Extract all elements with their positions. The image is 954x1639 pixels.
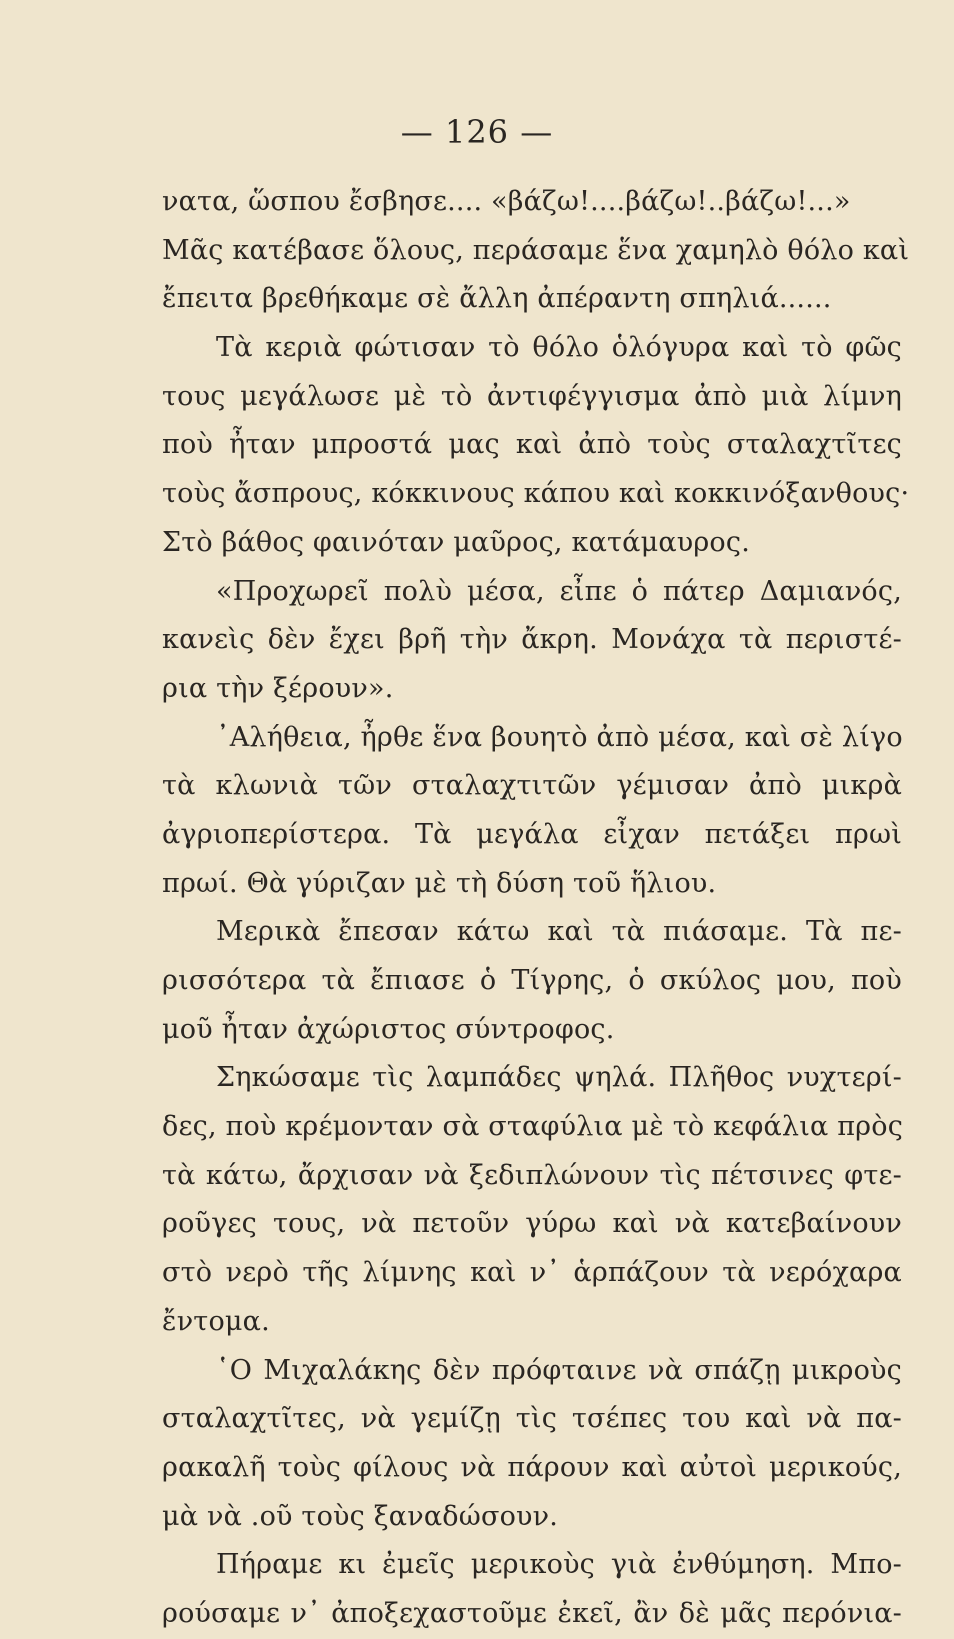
text-line: «Προχωρεῖ πολὺ μέσα, εἶπε ὁ πάτερ Δαμιανός, [216, 575, 902, 607]
text-line: κανεὶς δὲν ἔχει βρῆ τὴν ἄκρη. Μονάχα τὰ περιστέ- [162, 624, 902, 656]
text-line: ρούσαμε ν᾿ ἀποξεχαστοῦμε ἐκεῖ, ἂν δὲ μᾶς περόνια- [162, 1597, 902, 1629]
text-line: ποὺ ἦταν μπροστά μας καὶ ἀπὸ τοὺς σταλαχτῖτες [162, 429, 902, 461]
text-line: μοῦ ἦταν ἀχώριστος σύντροφος. [162, 1013, 615, 1045]
text-line: στὸ νερὸ τῆς λίμνης καὶ ν᾿ ἁρπάζουν τὰ νερόχαρα [162, 1257, 902, 1289]
text-line: δες, ποὺ κρέμονταν σὰ σταφύλια μὲ τὸ κεφάλια πρὸς [162, 1111, 904, 1143]
body-text [162, 178, 910, 1639]
text-line: τὰ κλωνιὰ τῶν σταλαχτιτῶν γέμισαν ἀπὸ μικρὰ [162, 770, 902, 802]
text-line: ροῦγες τους, νὰ πετοῦν γύρω καὶ νὰ κατεβαίνουν [162, 1208, 902, 1240]
text-line: ἔπειτα βρεθήκαμε σὲ ἄλλη ἀπέραντη σπηλιά...... [162, 283, 832, 315]
text-line: νατα, ὥσπου ἔσβησε.... «βάζω!....βάζω!..βάζω!...» [162, 186, 851, 217]
text-line: μὰ νὰ .οῦ τοὺς ξαναδώσουν. [162, 1500, 559, 1532]
text-line: Πήραμε κι ἐμεῖς μερικοὺς γιὰ ἐνθύμηση. Μπο- [216, 1549, 902, 1581]
text-line: ῾Ο Μιχαλάκης δὲν πρόφταινε νὰ σπάζῃ μικροὺς [216, 1354, 902, 1386]
page-number: — 126 — [400, 113, 554, 151]
text-line: Σηκώσαμε τὶς λαμπάδες ψηλά. Πλῆθος νυχτερί- [216, 1062, 902, 1094]
text-line: ρια τὴν ξέρουν». [162, 672, 394, 704]
text-line: ρισσότερα τὰ ἔπιασε ὁ Τίγρης, ὁ σκύλος μου, ποὺ [162, 965, 902, 996]
text-line: ἀγριοπερίστερα. Τὰ μεγάλα εἶχαν πετάξει πρωὶ [162, 818, 902, 850]
text-line: Μᾶς κατέβασε ὅλους, περάσαμε ἕνα χαμηλὸ θόλο καὶ [162, 234, 910, 266]
text-line: Μερικὰ ἔπεσαν κάτω καὶ τὰ πιάσαμε. Τὰ πε- [216, 916, 902, 948]
text-line: σταλαχτῖτες, νὰ γεμίζῃ τὶς τσέπες του καὶ νὰ πα- [162, 1403, 902, 1435]
text-line: Στὸ βάθος φαινόταν μαῦρος, κατάμαυρος. [162, 526, 750, 558]
text-line: τοὺς ἄσπρους, κόκκινους κάπου καὶ κοκκινόξανθους· [162, 478, 910, 510]
text-line: ρακαλῆ τοὺς φίλους νὰ πάρουν καὶ αὐτοὶ μερικούς, [162, 1451, 902, 1483]
text-line: πρωί. Θὰ γύριζαν μὲ τὴ δύση τοῦ ἥλιου. [162, 867, 717, 899]
text-line: τὰ κάτω, ἄρχισαν νὰ ξεδιπλώνουν τὶς πέτσινες φτε- [162, 1159, 902, 1191]
text-line: ἔντομα. [162, 1305, 270, 1337]
text-line: Τὰ κεριὰ φώτισαν τὸ θόλο ὁλόγυρα καὶ τὸ φῶς [216, 332, 902, 364]
text-line: τους μεγάλωσε μὲ τὸ ἀντιφέγγισμα ἀπὸ μιὰ λίμνη [162, 380, 902, 412]
text-line: ᾿Αλήθεια, ἦρθε ἕνα βουητὸ ἀπὸ μέσα, καὶ σὲ λίγο [216, 721, 903, 753]
